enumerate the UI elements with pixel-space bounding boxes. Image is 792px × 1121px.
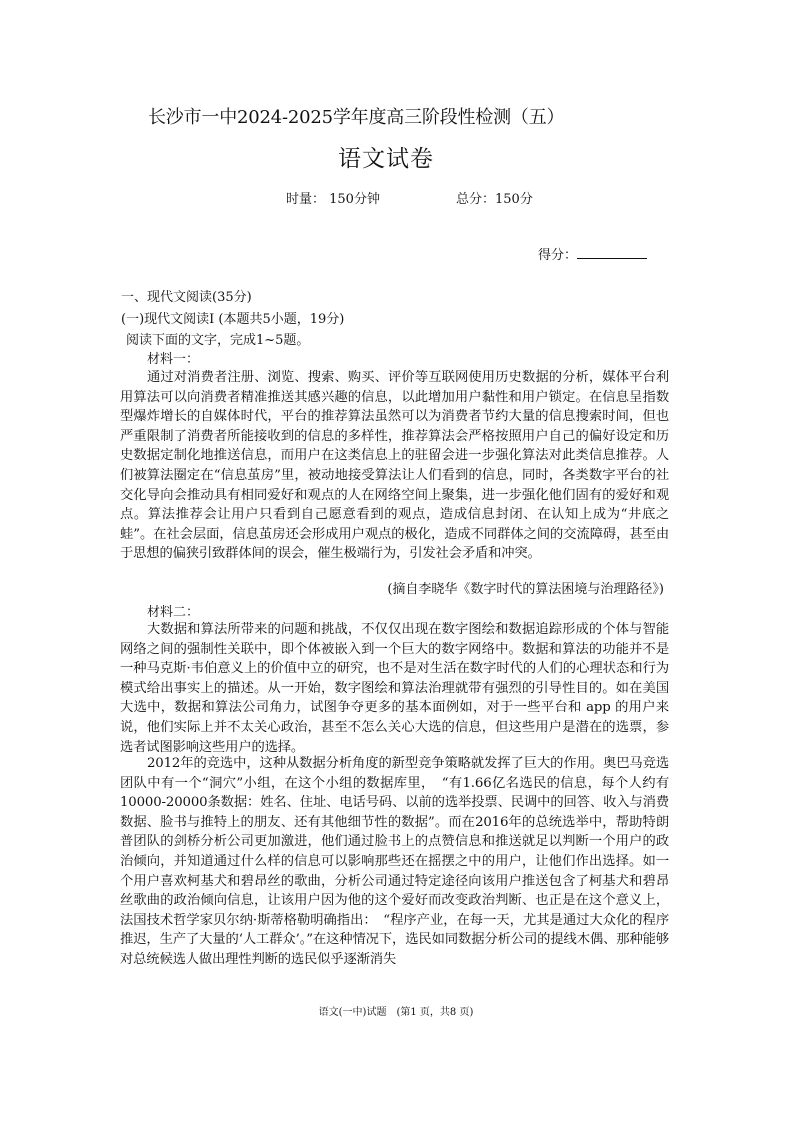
score-blank-line: [577, 246, 647, 259]
score-label: 得分：: [538, 248, 578, 263]
material-two-paragraph-2: 2012年的竞选中，这种从数据分析角度的新型竞争策略就发挥了巨大的作用。奥巴马竞选团队中有一个“洞穴”小组，在这个小组的数据库里， “有1.66亿名选民的信息，每个人约有10000-20000条数据：姓名、住址、电话号码、以前的选举投票、民调中的回答、收入与消费数据、脸书与推特上的朋友、还有其他细节性的数据”。而在2016年的总统选举中，帮助特朗普团队的剑桥分析公司更加激进，他们通过脸书上的点赞信息和推送就足以判断一个用户的政治倾向，并知道通过什么样的信息可以影响那些还在摇摆之中的用户，让他们作出选择。如一个用户喜欢柯基犬和碧昂丝的歌曲，分析公司通过特定途径向该用户推送包含了柯基犬和碧昂丝歌曲的政治倾向信息，让该用户因为他的这个爱好而改变政治判断、也正是在这个意义上，法国技术哲学家贝尔纳·斯蒂格勒明确指出： “程序产业，在每一天，尤其是通过大众化的程序推迟，生产了大量的‘人工群众’。”在这种情况下，选民如同数据分析公司的提线木偶、那种能够对总统候选人做出理性判断的选民似乎逐渐消失: [120, 756, 669, 967]
subsection-heading: (一)现代文阅读Ⅰ (本题共5小题，19分): [121, 312, 345, 327]
reading-instruction: 阅读下面的文字，完成1~5题。: [126, 333, 310, 348]
exam-time: 时量： 150分钟: [286, 192, 380, 207]
section-heading: 一、现代文阅读(35分): [121, 290, 252, 305]
score-field: [538, 244, 647, 263]
material-two-paragraph-1: 大数据和算法所带来的问题和挑战，不仅仅出现在数字图绘和数据追踪形成的个体与智能网络之间的强制性关联中，即个体被嵌入到一个巨大的数字网络中。数据和算法的功能并不是一种马克斯·韦伯意义上的价值中立的研究，也不是对生活在数字时代的人们的心理状态和行为模式给出事实上的描述。从一开始，数字图绘和算法治理就带有强烈的引导性目的。如在美国大选中，数据和算法公司角力，试图争夺更多的基本面例如，对于一些平台和 app 的用户来说，他们实际上并不太关心政治，甚至不怎么关心大选的信息，但这些用户是潜在的选票，参选者试图影响这些用户的选择。: [120, 622, 669, 755]
exam-total-score: 总分：150分: [456, 192, 533, 207]
exam-subject: 语文试卷: [338, 146, 434, 172]
exam-title: 长沙市一中2024-2025学年度高三阶段性检测（五）: [148, 107, 565, 128]
material-two-label: 材料二：: [147, 605, 200, 620]
material-one-source: (摘自李晓华《数字时代的算法困境与治理路径》): [387, 582, 664, 597]
page-footer: 语文(一中)试题 (第1 页，共8 页): [318, 1007, 474, 1018]
material-one-text: 通过对消费者注册、浏览、搜索、购买、评价等互联网使用历史数据的分析，媒体平台利用算法可以向消费者精准推送其感兴趣的信息，以此增加用户黏性和用户锁定。在信息呈指数型爆炸增长的自媒体时代，平台的推荐算法虽然可以为消费者节约大量的信息搜索时间，但也严重限制了消费者所能接收到的信息的多样性，推荐算法会严格按照用户自己的偏好设定和历史数据定制化地推送信息，而用户在这类信息上的驻留会进一步强化算法对此类信息推荐。人们被算法圈定在“信息茧房”里，被动地接受算法让人们看到的信息，同时，各类数字平台的社交化导向会推动具有相同爱好和观点的人在网络空间上聚集，进一步强化他们固有的爱好和观点。算法推荐会让用户只看到自己愿意看到的观点，造成信息封闭、在认知上成为“井底之蛙”。在社会层面，信息茧房还会形成用户观点的极化，造成不同群体之间的交流障碍，甚至由于思想的偏狭引致群体间的误会，催生极端行为，引发社会矛盾和冲突。: [120, 370, 669, 562]
material-one-label: 材料一：: [147, 352, 200, 367]
